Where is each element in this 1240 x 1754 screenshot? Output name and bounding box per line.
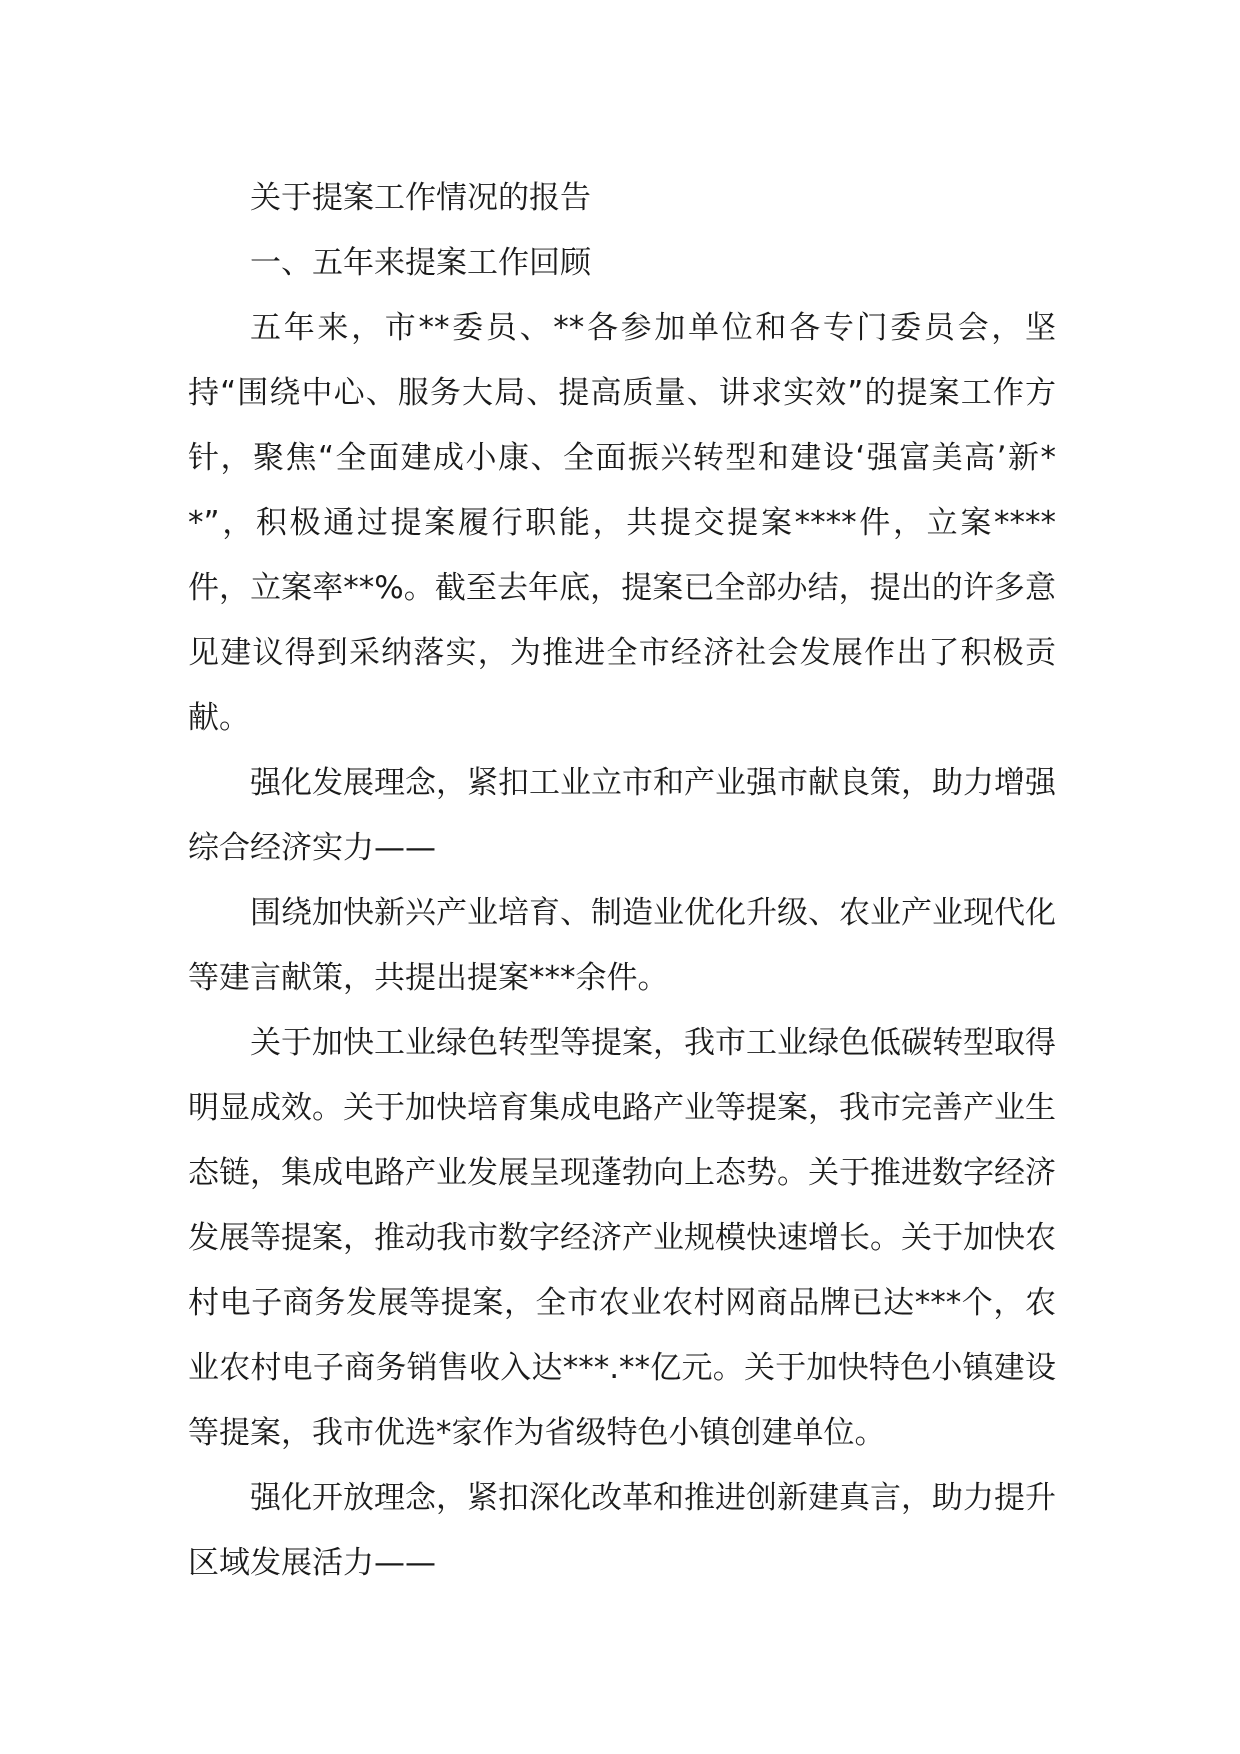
paragraph-industry-proposals: 围绕加快新兴产业培育、制造业优化升级、农业产业现代化等建言献策，共提出提案***余件。 bbox=[188, 895, 1056, 996]
section-heading: 一、五年来提案工作回顾 bbox=[250, 245, 591, 281]
document-title: 关于提案工作情况的报告 bbox=[250, 180, 591, 216]
paragraph-development-theme: 强化发展理念，紧扣工业立市和产业强市献良策，助力增强综合经济实力—— bbox=[188, 765, 1056, 866]
paragraph-overview: 五年来，市**委员、**各参加单位和各专门委员会，坚持“围绕中心、服务大局、提高质量、讲求实效”的提案工作方针，聚焦“全面建成小康、全面振兴转型和建设‘强富美高’新**”，积极通过提案履行职能，共提交提案****件，立案****件，立案率**%。截至去年底，提案已全部办结，提出的许多意见建议得到采纳落实，为推进全市经济社会发展作出了积极贡献。 bbox=[188, 310, 1056, 736]
paragraph-openness-theme: 强化开放理念，紧扣深化改革和推进创新建真言，助力提升区域发展活力—— bbox=[188, 1480, 1056, 1581]
document-body bbox=[188, 166, 1056, 1596]
paragraph-proposal-results: 关于加快工业绿色转型等提案，我市工业绿色低碳转型取得明显成效。关于加快培育集成电路产业等提案，我市完善产业生态链，集成电路产业发展呈现蓬勃向上态势。关于推进数字经济发展等提案，推动我市数字经济产业规模快速增长。关于加快农村电子商务发展等提案，全市农业农村网商品牌已达***个，农业农村电子商务销售收入达***.**亿元。关于加快特色小镇建设等提案，我市优选*家作为省级特色小镇创建单位。 bbox=[188, 1025, 1056, 1451]
